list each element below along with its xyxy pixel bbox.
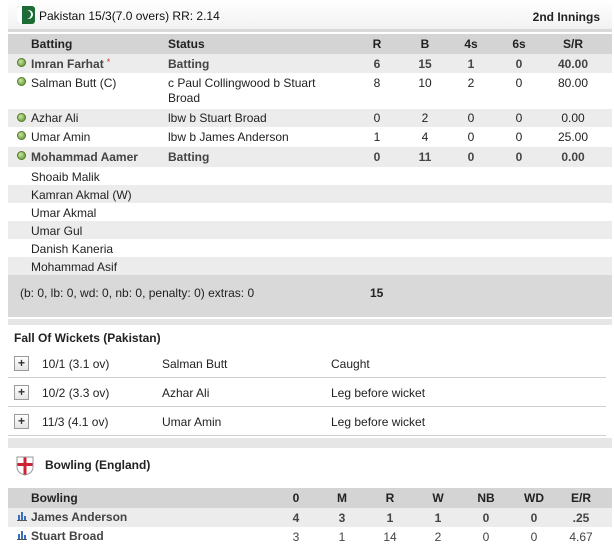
batsman-name[interactable]: Azhar Ali [31, 111, 79, 125]
dismissal-status: Batting [168, 150, 210, 164]
col-runs: R [385, 491, 395, 505]
balls: 4 [421, 130, 429, 144]
balls: 15 [418, 57, 432, 71]
wicket-method: Leg before wicket [331, 386, 426, 400]
bowling-section-title: Bowling (England) [45, 458, 151, 472]
col-bowling: Bowling [31, 491, 78, 505]
balls: 2 [421, 111, 429, 125]
balls: 11 [418, 150, 432, 164]
strike-rate: 25.00 [557, 130, 589, 144]
cricket-ball-icon [17, 58, 26, 67]
runs-conceded: 1 [386, 511, 394, 525]
batting-row [8, 127, 612, 147]
bowler-name[interactable]: James Anderson [31, 510, 128, 524]
dismissal-status-cont: Broad [168, 91, 201, 105]
col-status: Status [168, 37, 205, 51]
fall-of-wicket-row [8, 407, 606, 436]
yet-to-bat-row [8, 203, 612, 221]
sixes: 0 [515, 111, 523, 125]
innings-summary: Pakistan 15/3(7.0 overs) RR: 2.14 [39, 9, 220, 23]
wides: 0 [530, 530, 538, 544]
runs: 0 [373, 150, 381, 164]
wicket-score: 10/2 (3.3 ov) [42, 386, 110, 400]
batting-row [8, 73, 612, 109]
cricket-ball-icon [17, 151, 26, 160]
col-batting: Batting [31, 37, 73, 51]
sixes: 0 [515, 150, 523, 164]
batsman-name[interactable]: Mohammad Aamer [31, 150, 138, 164]
batsman-name[interactable]: Salman Butt (C) [31, 76, 117, 90]
col-economy: E/R [570, 491, 591, 505]
wicket-method: Caught [331, 357, 370, 371]
batsman-name[interactable]: Mohammad Asif [31, 260, 118, 274]
col-maidens: M [337, 491, 347, 505]
section-divider [8, 438, 612, 448]
strike-rate: 40.00 [557, 57, 589, 71]
wicket-score: 10/1 (3.1 ov) [42, 357, 110, 371]
col-wickets: W [432, 491, 444, 505]
expand-plus-icon[interactable]: + [14, 414, 29, 429]
runs-conceded: 14 [383, 530, 397, 544]
wides: 0 [530, 511, 538, 525]
extras-detail: (b: 0, lb: 0, wd: 0, nb: 0, penalty: 0) extras: 0 [20, 286, 255, 300]
england-flag-icon [16, 456, 34, 476]
expand-plus-icon[interactable]: + [14, 385, 29, 400]
yet-to-bat-row [8, 167, 612, 185]
col-sixes: 6s [512, 37, 526, 51]
batsman-name[interactable]: Kamran Akmal (W) [31, 188, 132, 202]
fall-of-wickets-title: Fall Of Wickets (Pakistan) [14, 331, 161, 345]
batsman-name[interactable]: Umar Gul [31, 224, 83, 238]
batting-table-header [8, 34, 612, 54]
runs: 6 [373, 57, 381, 71]
extras-row [8, 275, 612, 317]
bowling-row [8, 508, 612, 527]
batting-row [8, 54, 612, 73]
sixes: 0 [515, 57, 523, 71]
cricket-ball-icon [17, 77, 26, 86]
col-runs: R [372, 37, 382, 51]
wicket-batsman: Salman Butt [162, 357, 228, 371]
bar-chart-icon[interactable] [17, 511, 27, 521]
overs: 3 [292, 530, 300, 544]
strike-rate: 80.00 [557, 76, 589, 90]
wickets: 1 [434, 511, 442, 525]
strike-rate: 0.00 [561, 111, 585, 125]
batting-row [8, 109, 612, 127]
bowler-name[interactable]: Stuart Broad [31, 529, 104, 543]
col-fours: 4s [464, 37, 478, 51]
yet-to-bat-row [8, 239, 612, 257]
runs: 0 [373, 111, 381, 125]
yet-to-bat-row [8, 257, 612, 275]
fall-of-wicket-row [8, 378, 606, 407]
bowling-table-header [8, 488, 612, 508]
balls: 10 [418, 76, 432, 90]
sixes: 0 [515, 76, 523, 90]
fall-of-wicket-row [8, 349, 606, 378]
runs: 8 [373, 76, 381, 90]
batting-row [8, 147, 612, 167]
col-balls: B [420, 37, 430, 51]
col-wides: WD [524, 491, 544, 505]
maidens: 1 [338, 530, 346, 544]
dismissal-status: lbw b James Anderson [168, 130, 289, 144]
wicket-batsman: Umar Amin [162, 415, 222, 429]
col-strike-rate: S/R [562, 37, 583, 51]
not-out-marker: * [106, 57, 111, 67]
fours: 0 [467, 130, 475, 144]
fours: 1 [467, 57, 475, 71]
economy-rate: .25 [572, 511, 590, 525]
wicket-batsman: Azhar Ali [162, 386, 210, 400]
batsman-name-link[interactable] [31, 57, 110, 71]
dismissal-status: Batting [168, 57, 210, 71]
fours: 0 [467, 150, 475, 164]
wicket-method: Leg before wicket [331, 415, 426, 429]
no-balls: 0 [482, 530, 490, 544]
wickets: 2 [434, 530, 442, 544]
batsman-name[interactable]: Imran Farhat [31, 57, 104, 71]
batsman-name[interactable]: Danish Kaneria [31, 242, 114, 256]
section-divider [8, 319, 612, 325]
wicket-score: 11/3 (4.1 ov) [42, 415, 109, 429]
fours: 2 [467, 76, 475, 90]
dismissal-status: lbw b Stuart Broad [168, 111, 267, 125]
pakistan-flag-icon [17, 6, 35, 24]
yet-to-bat-row [8, 221, 612, 239]
economy-rate: 4.67 [569, 530, 593, 544]
batsman-name[interactable]: Shoaib Malik [31, 170, 100, 184]
innings-label: 2nd Innings [532, 10, 600, 24]
col-overs: 0 [292, 491, 300, 505]
batsman-name[interactable]: Umar Akmal [31, 206, 97, 220]
overs: 4 [292, 511, 300, 525]
sixes: 0 [515, 130, 523, 144]
scorecard-header [8, 0, 612, 32]
runs: 1 [373, 130, 381, 144]
cricket-ball-icon [17, 131, 26, 140]
no-balls: 0 [482, 511, 490, 525]
bowling-row [8, 527, 612, 544]
col-no-balls: NB [477, 491, 495, 505]
bar-chart-icon[interactable] [17, 530, 27, 540]
batsman-name[interactable]: Umar Amin [31, 130, 91, 144]
maidens: 3 [338, 511, 346, 525]
dismissal-status: c Paul Collingwood b Stuart [168, 76, 316, 90]
innings-total: 15 [370, 286, 384, 300]
strike-rate: 0.00 [561, 150, 585, 164]
fours: 0 [467, 111, 475, 125]
yet-to-bat-row [8, 185, 612, 203]
expand-plus-icon[interactable]: + [14, 356, 29, 371]
cricket-ball-icon [17, 113, 26, 122]
